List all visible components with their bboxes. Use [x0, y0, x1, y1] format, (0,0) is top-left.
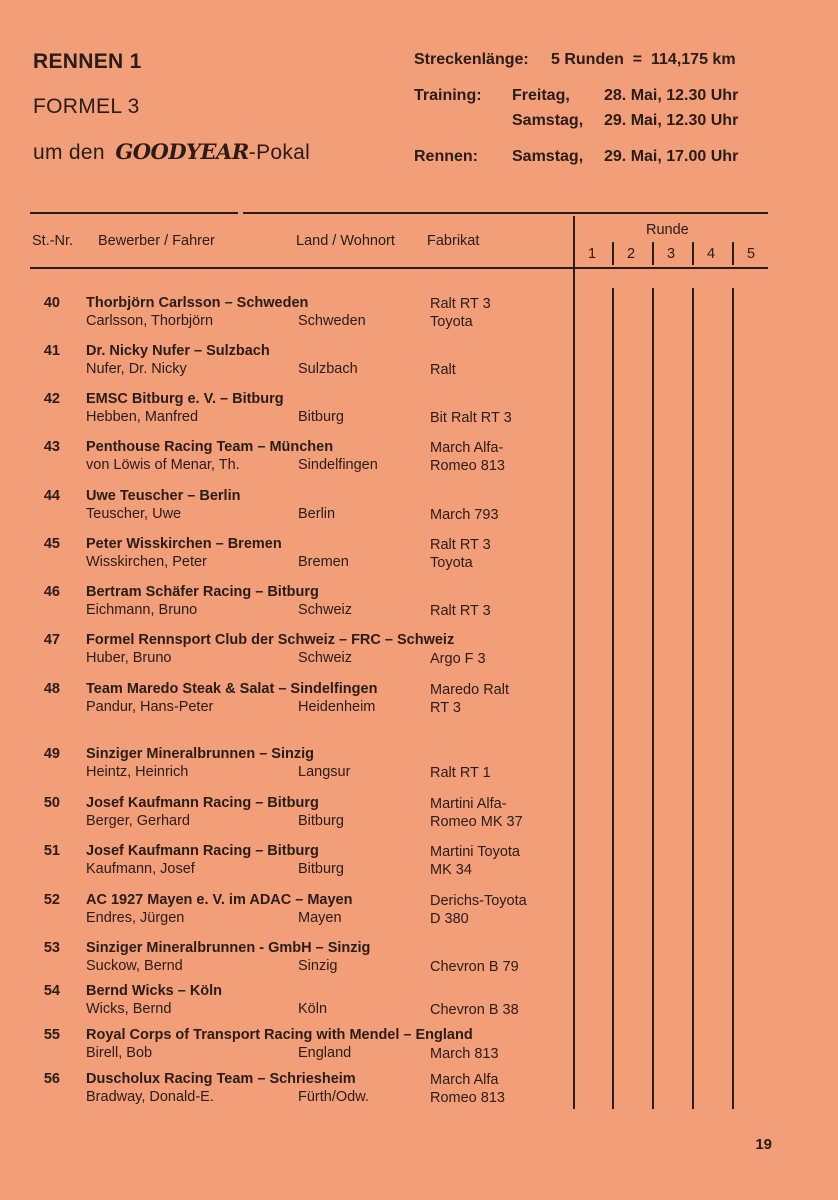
entry-country: Bitburg [298, 861, 344, 877]
track-length-label: Streckenlänge: [414, 51, 529, 68]
entry-driver: Teuscher, Uwe [86, 506, 182, 522]
entry-entrant: Duscholux Racing Team – Schriesheim [86, 1071, 356, 1087]
entry-entrant: Josef Kaufmann Racing – Bitburg [86, 795, 319, 811]
entry-car: Ralt RT 3 [430, 603, 491, 619]
col-rounds: Runde [646, 222, 689, 238]
entry-country: Fürth/Odw. [298, 1089, 369, 1105]
round-tick-2 [652, 242, 654, 265]
entry-car: Argo F 3 [430, 651, 486, 667]
entry-entrant: Sinziger Mineralbrunnen - GmbH – Sinzig [86, 940, 371, 956]
entry-car: Martini Toyota MK 34 [430, 844, 520, 878]
entry-country: Heidenheim [298, 699, 376, 715]
entry-number: 46 [43, 584, 60, 600]
entry-car: Chevron B 79 [430, 959, 519, 975]
entry-number: 41 [43, 343, 60, 359]
goodyear-logo: GOODYEAR [115, 139, 249, 164]
entry-driver: Berger, Gerhard [86, 813, 190, 829]
entry-car: Ralt RT 3 Toyota [430, 296, 491, 330]
entry-number: 48 [43, 681, 60, 697]
entry-entrant: Royal Corps of Transport Racing with Mendel – England [86, 1027, 473, 1043]
entry-car: March Alfa- Romeo 813 [430, 440, 505, 474]
entry-number: 43 [43, 439, 60, 455]
round-divider-0 [573, 216, 575, 1109]
entry-car: Martini Alfa- Romeo MK 37 [430, 796, 523, 830]
round-tick-1 [612, 242, 614, 265]
entry-number: 47 [43, 632, 60, 648]
entry-driver: Suckow, Bernd [86, 958, 183, 974]
entry-number: 50 [43, 795, 60, 811]
entry-entrant: Sinziger Mineralbrunnen – Sinzig [86, 746, 314, 762]
training-2-day: Samstag, [512, 112, 584, 129]
training-1-date: 28. Mai, 12.30 Uhr [604, 87, 739, 104]
entry-entrant: Bertram Schäfer Racing – Bitburg [86, 584, 319, 600]
round-4-label: 4 [706, 246, 716, 262]
entry-number: 40 [43, 295, 60, 311]
entry-country: Schweiz [298, 650, 352, 666]
training-2-date: 29. Mai, 12.30 Uhr [604, 112, 739, 129]
entry-car: Derichs-Toyota D 380 [430, 893, 527, 927]
entry-car: Ralt RT 3 Toyota [430, 537, 491, 571]
entry-country: Sinzig [298, 958, 338, 974]
cup-suffix: -Pokal [248, 141, 311, 164]
entry-number: 51 [43, 843, 60, 859]
entry-driver: von Löwis of Menar, Th. [86, 457, 240, 473]
entry-entrant: Formel Rennsport Club der Schweiz – FRC – Schweiz [86, 632, 455, 648]
entry-driver: Heintz, Heinrich [86, 764, 189, 780]
entry-entrant: EMSC Bitburg e. V. – Bitburg [86, 391, 284, 407]
entry-country: Köln [298, 1001, 328, 1017]
entry-driver: Wicks, Bernd [86, 1001, 172, 1017]
round-divider-1 [612, 288, 614, 1109]
entry-country: Schweiz [298, 602, 352, 618]
race-day: Samstag, [512, 148, 584, 165]
entry-country: Mayen [298, 910, 342, 926]
entry-entrant: Thorbjörn Carlsson – Schweden [86, 295, 309, 311]
entry-country: England [298, 1045, 352, 1061]
entry-car: March 793 [430, 507, 499, 523]
col-make: Fabrikat [427, 233, 480, 249]
entry-number: 52 [43, 892, 60, 908]
entry-country: Langsur [298, 764, 351, 780]
entry-country: Bremen [298, 554, 349, 570]
cup-title [33, 139, 310, 165]
round-tick-3 [692, 242, 694, 265]
round-divider-2 [652, 288, 654, 1109]
track-length-value: 5 Runden = 114,175 km [551, 51, 736, 68]
entry-country: Sulzbach [298, 361, 358, 377]
entry-entrant: Bernd Wicks – Köln [86, 983, 223, 999]
entry-driver: Hebben, Manfred [86, 409, 199, 425]
round-tick-4 [732, 242, 734, 265]
entry-country: Sindelfingen [298, 457, 378, 473]
entry-car: March 813 [430, 1046, 499, 1062]
entry-driver: Endres, Jürgen [86, 910, 185, 926]
entry-driver: Bradway, Donald-E. [86, 1089, 214, 1105]
entry-country: Schweden [298, 313, 366, 329]
entry-driver: Wisskirchen, Peter [86, 554, 207, 570]
entry-number: 53 [43, 940, 60, 956]
entry-car: Ralt [430, 362, 456, 378]
entry-country: Bitburg [298, 409, 344, 425]
entry-entrant: Josef Kaufmann Racing – Bitburg [86, 843, 319, 859]
entry-car: Chevron B 38 [430, 1002, 519, 1018]
entry-driver: Kaufmann, Josef [86, 861, 195, 877]
entry-car: Bit Ralt RT 3 [430, 410, 512, 426]
col-number: St.-Nr. [32, 233, 74, 249]
entry-driver: Birell, Bob [86, 1045, 153, 1061]
page-number: 19 [755, 1136, 772, 1153]
entry-number: 54 [43, 983, 60, 999]
race-label: Rennen: [414, 148, 478, 165]
entry-number: 49 [43, 746, 60, 762]
header-rule-bottom [30, 267, 768, 269]
entry-number: 44 [43, 488, 60, 504]
entry-number: 45 [43, 536, 60, 552]
entry-number: 42 [43, 391, 60, 407]
entry-driver: Eichmann, Bruno [86, 602, 198, 618]
col-country: Land / Wohnort [296, 233, 395, 249]
entry-number: 56 [43, 1071, 60, 1087]
entry-country: Berlin [298, 506, 336, 522]
round-2-label: 2 [626, 246, 636, 262]
training-label: Training: [414, 87, 482, 104]
entry-country: Bitburg [298, 813, 344, 829]
entry-driver: Pandur, Hans-Peter [86, 699, 214, 715]
round-divider-4 [732, 288, 734, 1109]
header-rule-top-left [30, 212, 238, 214]
entry-entrant: Peter Wisskirchen – Bremen [86, 536, 282, 552]
round-3-label: 3 [666, 246, 676, 262]
entry-driver: Carlsson, Thorbjörn [86, 313, 214, 329]
entry-entrant: Dr. Nicky Nufer – Sulzbach [86, 343, 270, 359]
round-divider-3 [692, 288, 694, 1109]
entry-driver: Huber, Bruno [86, 650, 172, 666]
cup-prefix: um den [33, 141, 105, 164]
entry-car: March Alfa Romeo 813 [430, 1072, 505, 1106]
entry-entrant: Uwe Teuscher – Berlin [86, 488, 241, 504]
race-date: 29. Mai, 17.00 Uhr [604, 148, 739, 165]
entry-entrant: AC 1927 Mayen e. V. im ADAC – Mayen [86, 892, 353, 908]
entry-car: Ralt RT 1 [430, 765, 491, 781]
training-1-day: Freitag, [512, 87, 570, 104]
entry-driver: Nufer, Dr. Nicky [86, 361, 187, 377]
col-entrant-driver: Bewerber / Fahrer [98, 233, 215, 249]
entry-number: 55 [43, 1027, 60, 1043]
round-1-label: 1 [587, 246, 597, 262]
race-title: RENNEN 1 [33, 50, 142, 73]
class-title: FORMEL 3 [33, 95, 140, 118]
round-5-label: 5 [746, 246, 756, 262]
entry-entrant: Penthouse Racing Team – München [86, 439, 334, 455]
header-rule-top-right [243, 212, 768, 214]
entry-entrant: Team Maredo Steak & Salat – Sindelfingen [86, 681, 378, 697]
entry-car: Maredo Ralt RT 3 [430, 682, 509, 716]
